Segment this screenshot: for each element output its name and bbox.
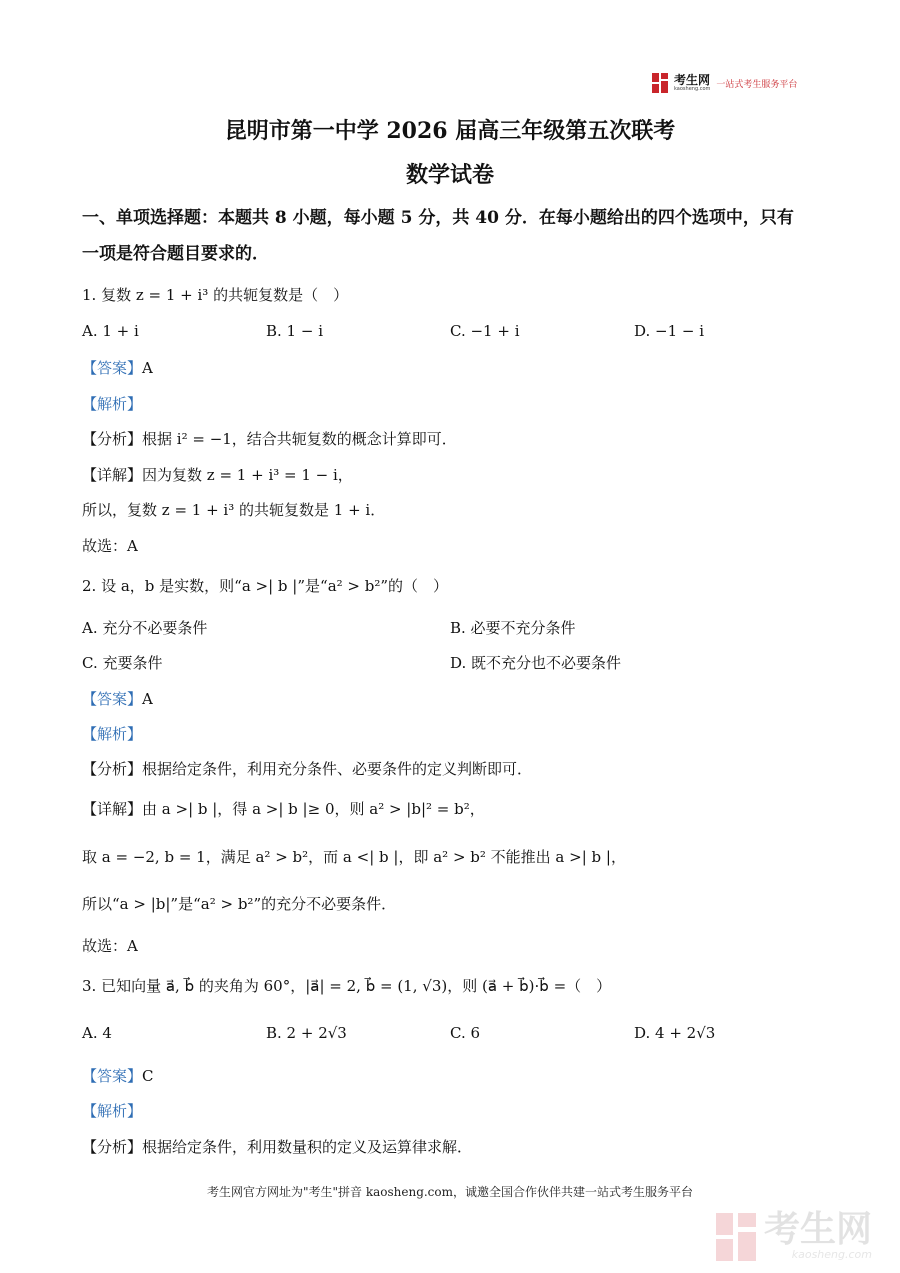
q1-analysis-label: 【解析】 [82, 395, 143, 413]
q1-stem: 1. 复数 z = 1 + i³ 的共轭复数是（ ） [82, 286, 349, 304]
logo-sub: kaosheng.com [674, 85, 711, 92]
q3-option-d: D. 4 + 2√3 [634, 1024, 716, 1042]
page-title: 昆明市第一中学 2026 届高三年级第五次联考 [224, 118, 676, 144]
q2-line3: 取 a = −2, b = 1，满足 a² > b²，而 a <| b |，即 a² > b² 不能推出 a >| b |， [82, 848, 626, 866]
logo-name: 考生网 [674, 72, 711, 87]
q3-option-c: C. 6 [450, 1024, 481, 1042]
q1-option-b: B. 1 − i [266, 322, 324, 340]
q3-answer: 【答案】C [82, 1067, 154, 1085]
logo-slogan: 一站式考生服务平台 [716, 79, 798, 90]
q2-fenxi: 【分析】根据给定条件，利用充分条件、必要条件的定义判断即可． [82, 760, 533, 778]
q2-guxuan: 故选：A [82, 937, 138, 955]
section-heading-line1: 一、单项选择题：本题共 8 小题，每小题 5 分，共 40 分．在每小题给出的四个选项中，只有 [82, 208, 794, 228]
q3-option-a: A. 4 [82, 1024, 112, 1042]
page-footer: 考生网官方网址为"考生"拼音 kaosheng.com，诚邀全国合作伙伴共建一站式考生服务平台 [206, 1185, 694, 1199]
section-heading-line2: 一项是符合题目要求的． [82, 244, 269, 264]
q3-fenxi: 【分析】根据给定条件，利用数量积的定义及运算律求解． [82, 1138, 473, 1156]
q2-xiangjie: 【详解】由 a >| b |，得 a >| b |≥ 0，则 a² > |b|² = b²， [82, 800, 485, 818]
q3-stem: 3. 已知向量 a⃗, b⃗ 的夹角为 60°，|a⃗| = 2, b⃗ = (1, √3)，则 (a⃗ + b⃗)·b⃗ =（ ） [82, 977, 612, 995]
q2-line4: 所以“a > |b|”是“a² > b²”的充分不必要条件． [82, 895, 397, 913]
watermark-logo-icon [716, 1213, 756, 1261]
q1-option-c: C. −1 + i [450, 322, 520, 340]
q1-option-a: A. 1 + i [82, 322, 139, 340]
q1-fenxi: 【分析】根据 i² = −1，结合共轭复数的概念计算即可． [82, 430, 457, 448]
logo-icon [652, 73, 668, 93]
q2-answer: 【答案】A [82, 690, 153, 708]
q2-analysis-label: 【解析】 [82, 725, 143, 743]
q2-option-c: C. 充要条件 [82, 654, 163, 672]
watermark-sub: kaosheng.com [791, 1248, 872, 1261]
q2-option-b: B. 必要不充分条件 [450, 619, 576, 637]
page-subtitle: 数学试卷 [405, 162, 494, 188]
q1-option-d: D. −1 − i [634, 322, 705, 340]
q1-guxuan: 故选：A [82, 537, 138, 555]
q2-option-d: D. 既不充分也不必要条件 [450, 654, 622, 672]
q2-option-a: A. 充分不必要条件 [82, 619, 208, 637]
watermark [716, 1209, 872, 1261]
q1-line3: 所以，复数 z = 1 + i³ 的共轭复数是 1 + i． [82, 501, 386, 519]
q1-answer: 【答案】A [82, 359, 153, 377]
q2-stem: 2. 设 a，b 是实数，则“a >| b |”是“a² > b²”的（ ） [82, 577, 449, 595]
q3-analysis-label: 【解析】 [82, 1102, 143, 1120]
header-logo [652, 72, 797, 94]
q3-option-b: B. 2 + 2√3 [266, 1024, 347, 1042]
q1-xiangjie: 【详解】因为复数 z = 1 + i³ = 1 − i， [82, 466, 353, 484]
watermark-text: 考生网 [763, 1209, 872, 1250]
